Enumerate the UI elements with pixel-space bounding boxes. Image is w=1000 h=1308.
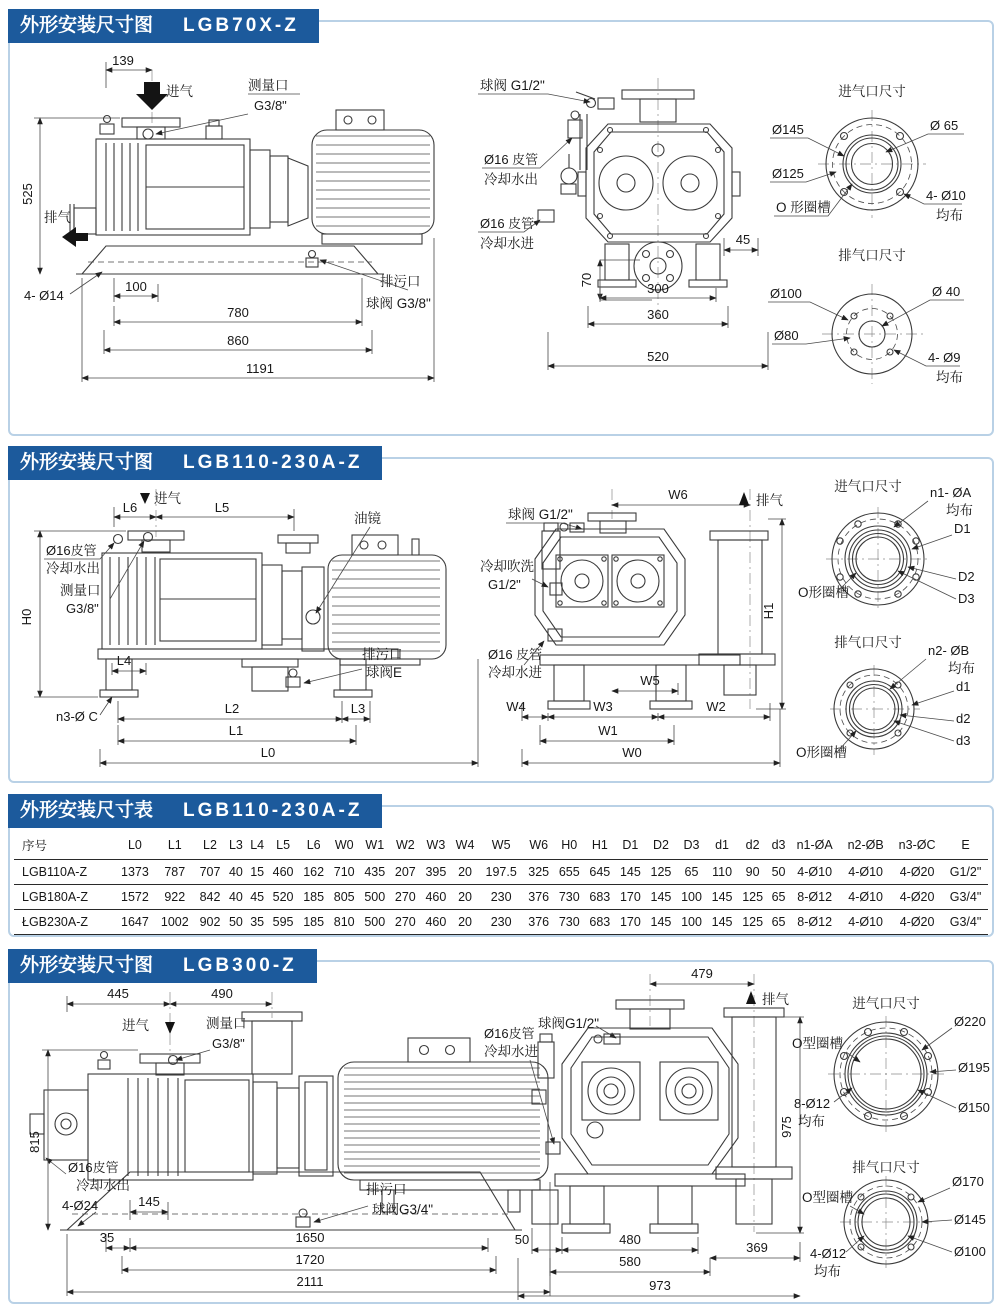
column-header: H0 [554, 831, 585, 860]
dim-l0: L0 [260, 745, 276, 760]
inlet-flange-view [770, 83, 966, 223]
value-cell: 90 [737, 860, 768, 885]
value-cell: G1/2" [943, 860, 988, 885]
value-cell: 65 [676, 860, 707, 885]
value-cell: G3/4" [943, 910, 988, 935]
value-cell: 170 [615, 885, 646, 910]
dim-h0: H0 [19, 608, 34, 626]
ball-valve-label: 球阀G1/2" [538, 1016, 600, 1031]
value-cell: 4-Ø20 [891, 910, 943, 935]
dim-l2: L2 [224, 701, 240, 716]
inlet-D2: D2 [958, 569, 975, 584]
value-cell: 460 [421, 910, 452, 935]
value-cell: 270 [390, 885, 421, 910]
value-cell: 1002 [155, 910, 195, 935]
value-cell: 710 [329, 860, 360, 885]
column-header: n1-ØA [789, 831, 840, 860]
column-header: L6 [298, 831, 329, 860]
drain-label: 排污口 [366, 1182, 407, 1197]
inlet-oring: O 形圈槽 [776, 200, 831, 215]
value-cell: 100 [676, 885, 707, 910]
column-header: D3 [676, 831, 707, 860]
dim-525: 525 [20, 183, 35, 205]
column-header: d2 [737, 831, 768, 860]
dim-70: 70 [579, 272, 594, 288]
dim-1650: 1650 [295, 1230, 325, 1245]
value-cell: 4-Ø10 [840, 910, 891, 935]
hose-out-label2: 冷却水出 [76, 1178, 130, 1193]
section-header [8, 446, 382, 480]
value-cell: 8-Ø12 [789, 885, 840, 910]
inlet-d195: Ø195 [958, 1060, 990, 1075]
hose-out-label2: 冷却水出 [484, 172, 538, 187]
header-row [14, 831, 988, 860]
value-cell: 395 [421, 860, 452, 885]
dimension-table [14, 831, 988, 935]
dim-480: 480 [619, 1232, 641, 1247]
value-cell: 45 [247, 885, 268, 910]
value-cell: 655 [554, 860, 585, 885]
exhaust-flow-arrow [739, 492, 749, 505]
outlet-d40: Ø 40 [932, 284, 961, 299]
dim-815: 815 [27, 1131, 42, 1153]
oil-sight-label: 油镜 [354, 511, 381, 526]
outlet-d170: Ø170 [952, 1174, 984, 1189]
inlet-holes: 4- Ø10 [926, 188, 966, 203]
outlet-title: 排气口尺寸 [834, 635, 902, 650]
value-cell: 707 [195, 860, 226, 885]
column-header: W1 [360, 831, 391, 860]
value-cell: 1647 [115, 910, 155, 935]
dim-1720: 1720 [295, 1252, 325, 1267]
value-cell: 50 [225, 910, 246, 935]
value-cell: 20 [451, 885, 479, 910]
value-cell: 787 [155, 860, 195, 885]
drain-valve-label: 球阀E [366, 665, 403, 680]
value-cell: 810 [329, 910, 360, 935]
dim-300: 300 [647, 281, 669, 296]
value-cell: 520 [268, 885, 299, 910]
dim-100: 100 [125, 279, 147, 294]
dim-l1: L1 [228, 723, 244, 738]
dim-45: 45 [735, 232, 751, 247]
column-header: d1 [707, 831, 738, 860]
dim-445: 445 [107, 986, 129, 1001]
outlet-oring: O型圈槽 [802, 1190, 854, 1205]
value-cell: 4-Ø10 [789, 860, 840, 885]
dim-l5: L5 [214, 500, 230, 515]
outlet-title: 排气口尺寸 [852, 1160, 920, 1175]
section-model: LGB300-Z [183, 955, 297, 976]
dim-w5: W5 [640, 673, 660, 688]
value-cell: 40 [225, 885, 246, 910]
outlet-title: 排气口尺寸 [838, 248, 906, 263]
value-cell: 207 [390, 860, 421, 885]
drain-valve-label: 球阀G3/4" [372, 1202, 434, 1217]
column-header: D2 [646, 831, 677, 860]
intake-flow-arrow [140, 493, 150, 504]
section-header [8, 9, 319, 43]
ball-valve-label: 球阀 G1/2" [508, 507, 573, 522]
section-title: 外形安装尺寸图 [20, 452, 154, 473]
section-header [8, 794, 382, 828]
value-cell: 65 [768, 910, 789, 935]
value-cell: 145 [615, 860, 646, 885]
exhaust-flow-arrow [62, 227, 88, 247]
outlet-d3: d3 [956, 733, 971, 748]
hose-in-label1: Ø16皮管 [484, 1026, 535, 1041]
dim-520: 520 [647, 349, 669, 364]
model-cell: LGB110A-Z [14, 860, 115, 885]
outlet-flange-view [768, 247, 964, 385]
value-cell: 805 [329, 885, 360, 910]
value-cell: 15 [247, 860, 268, 885]
table-wrapper [14, 831, 988, 935]
value-cell: 185 [298, 885, 329, 910]
inlet-flange-view [798, 478, 975, 611]
inlet-bolts: 8-Ø12 [794, 1096, 831, 1111]
column-header: L4 [247, 831, 268, 860]
section-model: LGB110-230A-Z [183, 800, 363, 821]
outlet-d100: Ø100 [770, 286, 802, 301]
inlet-oring: O型圈槽 [792, 1036, 844, 1051]
dim-35: 35 [99, 1230, 115, 1245]
value-cell: 1373 [115, 860, 155, 885]
dim-479: 479 [691, 966, 713, 981]
inlet-D1: D1 [954, 521, 971, 536]
value-cell: 145 [646, 885, 677, 910]
column-header: W5 [479, 831, 523, 860]
outlet-flange-view [802, 1159, 986, 1279]
dim-w0: W0 [622, 745, 642, 760]
value-cell: 8-Ø12 [789, 910, 840, 935]
inlet-title: 进气口尺寸 [838, 84, 906, 99]
outlet-oring: O形圈槽 [796, 745, 848, 760]
value-cell: 145 [707, 910, 738, 935]
value-cell: 197.5 [479, 860, 523, 885]
intake-label: 进气 [122, 1018, 149, 1033]
side-view [19, 489, 478, 767]
hose-in-label2: 冷却水进 [488, 665, 542, 680]
table-row [14, 885, 988, 910]
dim-973: 973 [649, 1278, 671, 1293]
inlet-even: 均布 [936, 208, 963, 223]
measure-port-label: 测量口 [60, 583, 101, 598]
drain-label: 排污口 [362, 647, 403, 662]
value-cell: 730 [554, 910, 585, 935]
section-title: 外形安装尺寸图 [20, 955, 154, 976]
model-cell: ŁGB230A-Z [14, 910, 115, 935]
inlet-even: 均布 [946, 503, 973, 518]
section-lgb70x [8, 15, 994, 436]
value-cell: 185 [298, 910, 329, 935]
dim-l3: L3 [350, 701, 366, 716]
column-header: L2 [195, 831, 226, 860]
outlet-d100: Ø100 [954, 1244, 986, 1259]
inlet-d145: Ø145 [772, 122, 804, 137]
dim-w1: W1 [598, 723, 618, 738]
value-cell: 645 [585, 860, 616, 885]
value-cell: 65 [768, 885, 789, 910]
hose-in-label1: Ø16 皮管 [488, 647, 543, 662]
value-cell: 20 [451, 860, 479, 885]
dim-w6: W6 [668, 487, 688, 502]
exhaust-flow-arrow [746, 991, 756, 1004]
column-header: n2-ØB [840, 831, 891, 860]
value-cell: 376 [523, 885, 554, 910]
column-header: d3 [768, 831, 789, 860]
measure-thread-label: G3/8" [66, 601, 99, 616]
column-header: L3 [225, 831, 246, 860]
column-header: n3-ØC [891, 831, 943, 860]
dim-w2: W2 [706, 699, 726, 714]
section-header [8, 949, 317, 983]
value-cell: 230 [479, 885, 523, 910]
value-cell: 4-Ø20 [891, 885, 943, 910]
outlet-d2: d2 [956, 711, 971, 726]
section-model: LGB70X-Z [183, 15, 299, 36]
outlet-even: 均布 [948, 661, 975, 676]
dim-l4: L4 [116, 653, 132, 668]
value-cell: 435 [360, 860, 391, 885]
value-cell: 595 [268, 910, 299, 935]
exhaust-label: 排气 [44, 210, 71, 225]
exhaust-label: 排气 [762, 992, 789, 1007]
column-header: H1 [585, 831, 616, 860]
inlet-title: 进气口尺寸 [852, 996, 920, 1011]
hose-in-label1: Ø16 皮管 [480, 216, 535, 231]
value-cell: 230 [479, 910, 523, 935]
column-header: W6 [523, 831, 554, 860]
hose-in-label2: 冷却水进 [480, 236, 534, 251]
measure-thread-label: G3/8" [212, 1036, 245, 1051]
value-cell: 460 [421, 885, 452, 910]
value-cell: G3/4" [943, 885, 988, 910]
inlet-title: 进气口尺寸 [834, 479, 902, 494]
purge-label2: G1/2" [488, 577, 521, 592]
dim-139: 139 [112, 53, 134, 68]
inlet-oring: O形圈槽 [798, 585, 850, 600]
outlet-bolts: n2- ØB [928, 643, 970, 658]
outlet-d1: d1 [956, 679, 971, 694]
dim-780: 780 [227, 305, 249, 320]
value-cell: 730 [554, 885, 585, 910]
inlet-bolts: n1- ØA [930, 485, 972, 500]
value-cell: 20 [451, 910, 479, 935]
feet-holes-label: n3-Ø C [56, 709, 98, 724]
column-header: W0 [329, 831, 360, 860]
column-header: 序号 [14, 831, 115, 860]
value-cell: 125 [646, 860, 677, 885]
value-cell: 40 [225, 860, 246, 885]
inlet-d125: Ø125 [772, 166, 804, 181]
value-cell: 902 [195, 910, 226, 935]
table-row [14, 860, 988, 885]
column-header: L5 [268, 831, 299, 860]
hose-out-label1: Ø16 皮管 [484, 152, 539, 167]
outlet-even: 均布 [936, 370, 963, 385]
inlet-D3: D3 [958, 591, 975, 606]
value-cell: 683 [585, 910, 616, 935]
column-header: E [943, 831, 988, 860]
value-cell: 4-Ø20 [891, 860, 943, 885]
dim-w3: W3 [593, 699, 613, 714]
value-cell: 170 [615, 910, 646, 935]
lgb110-drawing [10, 459, 992, 781]
inlet-d220: Ø220 [954, 1014, 986, 1029]
dim-2111: 2111 [296, 1274, 324, 1289]
side-view [20, 53, 434, 382]
column-header: L0 [115, 831, 155, 860]
inlet-flange-view [792, 995, 990, 1132]
column-header: L1 [155, 831, 195, 860]
dim-490: 490 [211, 986, 233, 1001]
front-view [480, 487, 786, 767]
value-cell: 35 [247, 910, 268, 935]
dim-360: 360 [647, 307, 669, 322]
measure-thread-label: G3/8" [254, 98, 287, 113]
dim-1191: 1191 [246, 361, 274, 376]
section-model: LGB110-230A-Z [183, 452, 363, 473]
feet-holes-label: 4-Ø24 [62, 1198, 99, 1213]
value-cell: 376 [523, 910, 554, 935]
section-dimension-table [8, 800, 994, 937]
measure-port-label: 测量口 [248, 78, 289, 93]
outlet-even: 均布 [814, 1264, 841, 1279]
section-lgb110-230a [8, 452, 994, 783]
value-cell: 500 [360, 910, 391, 935]
value-cell: 4-Ø10 [840, 885, 891, 910]
value-cell: 125 [737, 910, 768, 935]
exhaust-label: 排气 [756, 493, 783, 508]
value-cell: 4-Ø10 [840, 860, 891, 885]
value-cell: 500 [360, 885, 391, 910]
ball-valve-label: 球阀 G1/2" [480, 78, 545, 93]
section-title: 外形安装尺寸图 [20, 15, 154, 36]
side-view [27, 986, 550, 1296]
outlet-bolts: 4-Ø12 [810, 1246, 847, 1261]
value-cell: 145 [646, 910, 677, 935]
dim-369: 369 [746, 1240, 768, 1255]
front-view [484, 966, 804, 1300]
column-header: W3 [421, 831, 452, 860]
dim-50: 50 [514, 1232, 530, 1247]
outlet-flange-view [796, 634, 975, 760]
intake-label: 进气 [166, 84, 193, 99]
hose-out-label2: 冷却水出 [46, 561, 100, 576]
value-cell: 1572 [115, 885, 155, 910]
hose-out-label1: Ø16皮管 [68, 1160, 119, 1175]
section-lgb300 [8, 955, 994, 1304]
dim-h1: H1 [761, 602, 776, 620]
value-cell: 110 [707, 860, 738, 885]
dim-975: 975 [779, 1116, 794, 1138]
value-cell: 270 [390, 910, 421, 935]
value-cell: 50 [768, 860, 789, 885]
dim-l6: L6 [122, 500, 138, 515]
dim-580: 580 [619, 1254, 641, 1269]
value-cell: 922 [155, 885, 195, 910]
hose-out-label1: Ø16皮管 [46, 543, 97, 558]
column-header: W2 [390, 831, 421, 860]
value-cell: 842 [195, 885, 226, 910]
value-cell: 145 [707, 885, 738, 910]
value-cell: 100 [676, 910, 707, 935]
inlet-d150: Ø150 [958, 1100, 990, 1115]
purge-label1: 冷却吹洗 [480, 559, 534, 574]
front-view [478, 77, 768, 370]
drain-valve-label: 球阀 G3/8" [366, 296, 431, 311]
feet-holes-label: 4- Ø14 [24, 288, 64, 303]
drain-label: 排污口 [380, 274, 421, 289]
lgb300-drawing [10, 962, 992, 1302]
inlet-d65: Ø 65 [930, 118, 959, 133]
intake-flow-arrow [165, 1022, 175, 1034]
inlet-even: 均布 [798, 1114, 825, 1129]
outlet-d145: Ø145 [954, 1212, 986, 1227]
table-row [14, 910, 988, 935]
value-cell: 162 [298, 860, 329, 885]
value-cell: 460 [268, 860, 299, 885]
dim-860: 860 [227, 333, 249, 348]
outlet-holes: 4- Ø9 [928, 350, 961, 365]
outlet-d80: Ø80 [774, 328, 799, 343]
lgb70x-drawing [10, 22, 992, 434]
measure-port-label: 测量口 [206, 1016, 247, 1031]
column-header: W4 [451, 831, 479, 860]
value-cell: 683 [585, 885, 616, 910]
section-title: 外形安装尺寸表 [20, 800, 154, 821]
column-header: D1 [615, 831, 646, 860]
value-cell: 325 [523, 860, 554, 885]
dim-145: 145 [138, 1194, 160, 1209]
intake-label: 进气 [154, 491, 181, 506]
model-cell: LGB180A-Z [14, 885, 115, 910]
intake-flow-arrow [136, 82, 168, 110]
value-cell: 125 [737, 885, 768, 910]
dim-w4: W4 [506, 699, 526, 714]
hose-in-label2: 冷却水进 [484, 1044, 538, 1059]
